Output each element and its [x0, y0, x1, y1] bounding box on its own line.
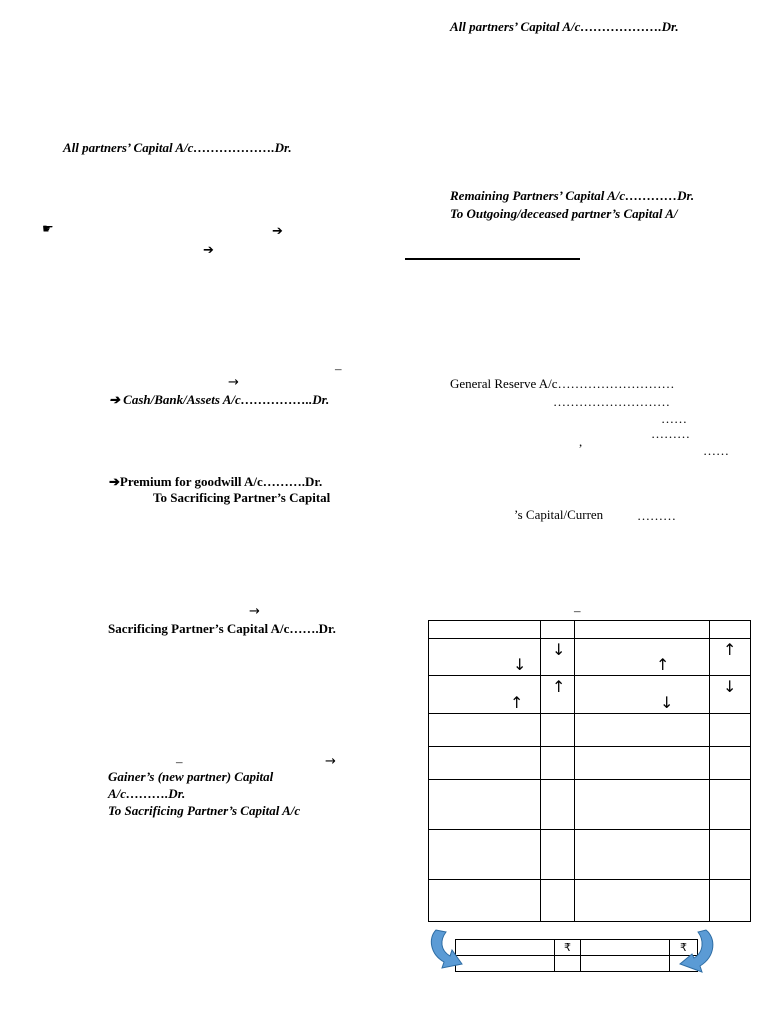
table-cell: [429, 830, 541, 880]
arrow-right-icon: ➔: [272, 224, 283, 239]
table-cell: [429, 714, 541, 747]
dots-leader: ……: [661, 411, 687, 426]
table-header-row: [429, 621, 751, 639]
table-cell: [575, 676, 710, 714]
arrow-right-icon: →: [228, 375, 239, 390]
table-cell: [575, 880, 710, 922]
comparison-table: [428, 620, 751, 922]
table-cell: [456, 940, 555, 956]
to-outgoing-partner: To Outgoing/deceased partner’s Capital A/: [450, 206, 678, 221]
table-row: [429, 830, 751, 880]
table-cell: [581, 940, 670, 956]
table-cell: [575, 747, 710, 780]
table-cell: [710, 830, 751, 880]
table-row: [429, 780, 751, 830]
arrow-right-icon: ➔: [203, 243, 214, 258]
rupee-icon: ₹: [670, 940, 698, 956]
arrow-right-icon: →: [249, 604, 260, 619]
gainer-entry-line-1: Gainer’s (new partner) Capital: [108, 769, 274, 784]
arrow-down-icon: ↓: [513, 655, 527, 674]
table-cell: [429, 639, 541, 676]
table-cell: [541, 880, 575, 922]
table-cell: [456, 956, 555, 972]
curved-arrow-left-icon: [428, 924, 468, 974]
dots-leader: ………: [637, 508, 676, 523]
arrow-right-icon: →: [325, 754, 336, 769]
table-cell: [575, 714, 710, 747]
table-row: [429, 880, 751, 922]
dots-leader: ………………………: [553, 394, 670, 409]
premium-goodwill-entry: ➔Premium for goodwill A/c……….Dr.: [109, 474, 323, 489]
table-row: [429, 714, 751, 747]
arrow-up-icon: ↑: [552, 677, 566, 696]
table-cell: [710, 714, 751, 747]
horizontal-rule: [405, 258, 580, 260]
table-cell: [575, 621, 710, 639]
table-row: [456, 940, 698, 956]
table-cell: [429, 880, 541, 922]
table-cell: [555, 956, 581, 972]
table-cell: [575, 780, 710, 830]
table-cell: [429, 621, 541, 639]
table-cell: [710, 676, 751, 714]
table-cell: [581, 956, 670, 972]
table-cell: [541, 714, 575, 747]
table-cell: [429, 747, 541, 780]
right-capital-entry: All partners’ Capital A/c……………….Dr.: [450, 19, 679, 34]
capital-current-entry: ’s Capital/Curren: [514, 507, 604, 522]
arrow-down-icon: ↓: [723, 677, 737, 696]
dash-mark: –: [176, 754, 183, 769]
rupee-icon: ₹: [555, 940, 581, 956]
table-cell: [541, 676, 575, 714]
arrow-up-icon: ↑: [723, 640, 737, 659]
table-cell: [429, 780, 541, 830]
table-cell: [710, 880, 751, 922]
table-row: [456, 956, 698, 972]
arrow-down-icon: ↓: [660, 693, 674, 712]
table-cell: [541, 621, 575, 639]
arrow-up-icon: ↑: [510, 693, 524, 712]
gainer-entry-line-3: To Sacrificing Partner’s Capital A/c: [108, 803, 301, 818]
curved-arrow-right-icon: [676, 924, 718, 974]
dots-leader: ……: [703, 443, 729, 458]
general-reserve-entry: General Reserve A/c………………………: [450, 376, 675, 391]
table-cell: [541, 747, 575, 780]
table-cell: [541, 830, 575, 880]
left-capital-entry: All partners’ Capital A/c……………….Dr.: [63, 140, 292, 155]
table-cell: [541, 780, 575, 830]
table-row: [429, 747, 751, 780]
cash-bank-assets-entry: ➔ Cash/Bank/Assets A/c……………..Dr.: [109, 392, 330, 407]
dash-mark: –: [574, 603, 581, 618]
dots-leader: ………: [651, 426, 690, 441]
table-row: [429, 639, 751, 676]
table-cell: [575, 830, 710, 880]
table-cell: [575, 639, 710, 676]
gainer-entry-line-2: A/c……….Dr.: [108, 786, 186, 801]
dash-mark: –: [335, 361, 342, 376]
table-cell: [710, 621, 751, 639]
table-cell: [710, 747, 751, 780]
arrow-up-icon: ↑: [656, 655, 670, 674]
rupee-table: [455, 939, 698, 972]
hand-pointer-icon: ☛: [42, 222, 54, 237]
table-cell: [710, 780, 751, 830]
to-sacrificing-capital: To Sacrificing Partner’s Capital: [153, 490, 331, 505]
table-row: [429, 676, 751, 714]
remaining-partners-entry: Remaining Partners’ Capital A/c…………Dr.: [450, 188, 695, 203]
table-cell: [541, 639, 575, 676]
sacrificing-capital-entry: Sacrificing Partner’s Capital A/c…….Dr.: [108, 621, 336, 636]
table-cell: [429, 676, 541, 714]
table-cell: [710, 639, 751, 676]
arrow-down-icon: ↓: [552, 640, 566, 659]
comma-mark: ,: [579, 434, 583, 449]
